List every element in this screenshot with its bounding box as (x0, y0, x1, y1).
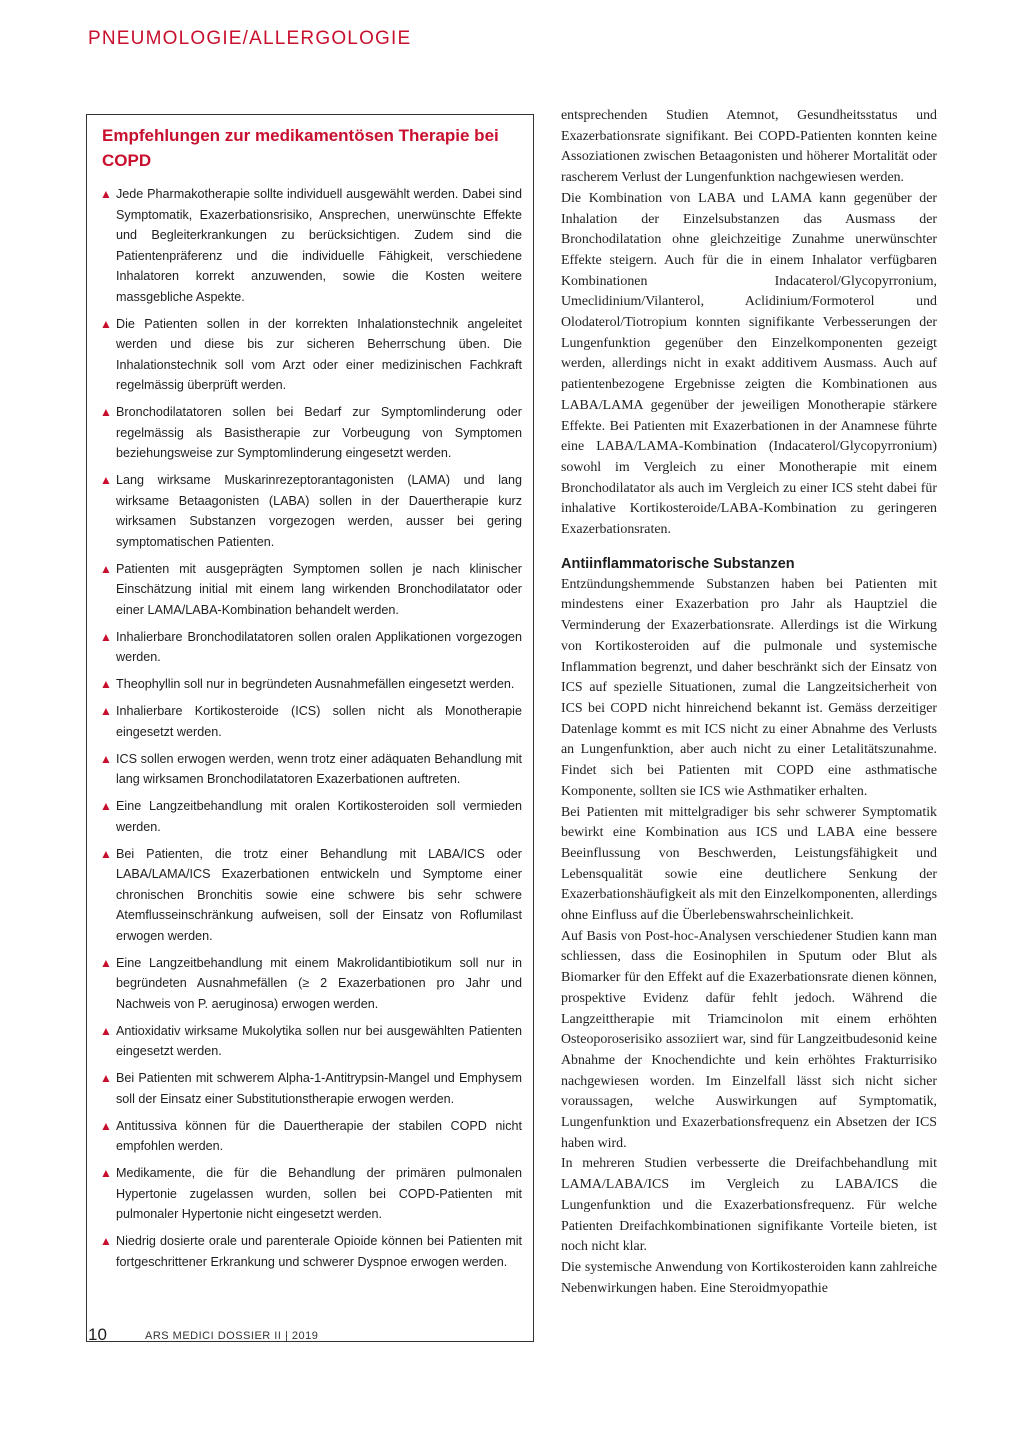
red-triangle-icon: ▲ (100, 955, 112, 970)
body-paragraph: Auf Basis von Post-hoc-Analysen verschiedener Studien kann man schliessen, dass die Eosinophilen in Sputum oder Blut als Biomarker für den Effekt auf die Exazerbationsrate dienen können, prospektive Evidenz dafür fehlt jedoch. Während die Langzeittherapie mit Triamcinolon mit einem erhöhten Osteoporoserisiko assoziiert war, sind für Langzeitbudesonid keine Abnahme der Knochendichte und kein erhöhtes Frakturrisiko nachgewiesen worden. Im Einzelfall lässt sich nicht sicher voraussagen, welche Auswirkungen auf Symptomatik, Lungenfunktion und Exazerbationsfrequenz ein Absetzen der ICS haben wird. (561, 928, 937, 1151)
red-triangle-icon: ▲ (100, 1023, 112, 1038)
recommendation-item (100, 1231, 522, 1272)
recommendation-text: ICS sollen erwogen werden, wenn trotz einer adäquaten Behandlung mit lang wirksamen Bronchodilatatoren Exazerbationen auftreten. (116, 751, 522, 786)
red-triangle-icon: ▲ (100, 473, 112, 487)
recommendation-text: Patienten mit ausgeprägten Symptomen sollen je nach klinischer Einschätzung initial mit einem lang wirkenden Bronchodilatator oder einer LAMA/LABA-Kombination behandelt werden. (116, 561, 522, 617)
red-triangle-icon: ▲ (100, 704, 112, 718)
section-header: PNEUMOLOGIE/ALLERGOLOGIE (88, 28, 412, 49)
body-paragraph: entsprechenden Studien Atemnot, Gesundheitsstatus und Exazerbationsrate signifikant. Bei COPD-Patienten konnten keine Assoziationen zwischen Betaagonisten und höherer Mortalität oder rascherem Verlust der Lungenfunktion nachgewiesen werden. (561, 108, 937, 186)
red-triangle-icon: ▲ (100, 1166, 112, 1180)
recommendation-text: Eine Langzeitbehandlung mit einem Makrolidantibiotikum soll nur in begründeten Ausnahmefällen (≥ 2 Exazerbationen pro Jahr und Nachweis von P. aeruginosa) erwogen werden. (116, 955, 522, 1011)
recommendation-item (100, 701, 522, 742)
recommendation-text: Bei Patienten mit schwerem Alpha-1-Antitrypsin-Mangel und Emphysem soll der Einsatz einer Substitutionstherapie erwogen werden. (116, 1071, 522, 1106)
recommendation-item (100, 314, 522, 396)
recommendation-item (100, 1163, 522, 1225)
red-triangle-icon: ▲ (100, 405, 112, 419)
red-triangle-icon: ▲ (100, 1071, 112, 1085)
recommendation-text: Antitussiva können für die Dauertherapie der stabilen COPD nicht empfohlen werden. (116, 1118, 522, 1153)
recommendations-box (86, 114, 534, 1342)
red-triangle-icon: ▲ (100, 1118, 112, 1133)
recommendation-text: Bronchodilatatoren sollen bei Bedarf zur Symptomlinderung oder regelmässig als Basistherapie zur Vorbeugung von Symptomen beziehungsweise zur Symptomlinderung eingesetzt werden. (116, 405, 522, 460)
body-paragraph: Die Kombination von LABA und LAMA kann gegenüber der Inhalation der Einzelsubstanzen das Ausmass der Bronchodilatation ohne gleichzeitige Zunahme unerwünschter Effekte steigern. Auch für die in einem Inhalator verfügbaren Kombinationen Indacaterol/Glycopyrronium, Umeclidinium/Vilanterol, Aclidinium/Formoterol und Olodaterol/Tiotropium konnten signifikante Verbesserungen der Lungenfunktion gegenüber den Einzelkomponenten gezeigt werden, allerdings nicht in exakt additivem Ausmass. Auch auf patientenbezogene Ergebnisse zeigten die Kombinationen aus LABA/LAMA gegenüber der jeweiligen Monotherapie stärkere Effekte. Bei Patienten mit Exazerbationen in der Anamnese führte eine LABA/LAMA-Kombination (Indacaterol/Glycopyrronium) sowohl im Vergleich zu einer Monotherapie mit einem Bronchodilatator als auch im Vergleich zu einer ICS steht dabei für inhalative Kortikosteroide/LABA-Kombination zu geringeren Exazerbationsraten. (561, 190, 937, 538)
box-title: Empfehlungen zur medikamentösen Therapie bei COPD (102, 126, 499, 170)
recommendation-item (100, 559, 522, 621)
body-paragraph: Bei Patienten mit mittelgradiger bis sehr schwerer Symptomatik bewirkt eine Kombination aus ICS und LABA eine bessere Beeinflussung von Beschwerden, Leistungsfähigkeit und Lebensqualität sowie eine deutlichere Senkung der Exazerbationshäufigkeit als mit den Einzelkomponenten, allerdings ohne Einfluss auf die Überlebenswahrscheinlichkeit. (561, 804, 937, 924)
recommendation-item (100, 1068, 522, 1109)
recommendation-item (100, 1116, 522, 1157)
body-paragraph: Entzündungshemmende Substanzen haben bei Patienten mit mindestens einer Exazerbation pro Jahr als Hauptziel die Verminderung der Exazerbationsrate. Allerdings ist die Wirkung von Kortikosteroiden auf die pulmonale und systemische Inflammation begrenzt, und daher beschränkt sich der Einsatz von ICS auf spezielle Situationen, zumal die Langzeitsicherheit von ICS bei COPD nicht hinreichend bekannt ist. Gemäss derzeitiger Datenlage kommt es mit ICS nicht zu einer Abnahme des Verlusts an Lungenfunktion, aber auch nicht zu einer Letalitätszunahme. Findet sich bei Patienten mit COPD eine asthmatische Komponente, sollten sie ICS wie Asthmatiker erhalten. (561, 576, 937, 799)
body-paragraph: Die systemische Anwendung von Kortikosteroiden kann zahlreiche Nebenwirkungen haben. Eine Steroidmyopathie (561, 1259, 937, 1296)
recommendation-item (100, 184, 522, 307)
recommendation-text: Die Patienten sollen in der korrekten Inhalationstechnik angeleitet werden und diese bis zur sicheren Beherrschung üben. Die Inhalationstechnik soll vom Arzt oder einer medizinischen Fachkraft regelmässig überprüft werden. (116, 316, 522, 392)
recommendation-text: Bei Patienten, die trotz einer Behandlung mit LABA/ICS oder LABA/LAMA/ICS Exazerbationen entwickeln und Symptome einer chronischen Bronchitis sowie eine schwere bis sehr schwere Atemflusseinschränkung aufweisen, soll der Einsatz von Roflumilast erwogen werden. (116, 846, 522, 943)
recommendation-text: Lang wirksame Muskarinrezeptorantagonisten (LAMA) und lang wirksame Betaagonisten (LABA) sollen in der Dauertherapie kurz wirksamen Substanzen vorgezogen werden, ausser bei gering symptomatischen Patienten. (116, 473, 522, 549)
red-triangle-icon: ▲ (100, 1234, 112, 1248)
recommendation-text: Jede Pharmakotherapie sollte individuell ausgewählt werden. Dabei sind Symptomatik, Exazerbationsrisiko, Ansprechen, unerwünschte Effekte und Begleiterkrankungen zu berücksichtigen. Zudem sind die Patientenpräferenz und die individuelle Fähigkeit, verschiedene Inhalatoren korrekt anzuwenden, sowie die Kosten weitere massgebliche Aspekte. (116, 187, 522, 304)
red-triangle-icon: ▲ (100, 677, 112, 691)
recommendation-item (100, 470, 522, 552)
recommendation-item (100, 402, 522, 464)
recommendation-list (100, 184, 522, 1279)
recommendation-text: Eine Langzeitbehandlung mit oralen Kortikosteroiden soll vermieden werden. (116, 799, 522, 834)
recommendation-item (100, 674, 522, 695)
body-paragraph: In mehreren Studien verbesserte die Dreifachbehandlung mit LAMA/LABA/ICS im Vergleich zu LABA/ICS die Lungenfunktion und die Exazerbationsfrequenz. Für welche Patienten Dreifachkombinationen signifikante Vorteile bieten, ist noch nicht klar. (561, 1156, 937, 1255)
red-triangle-icon: ▲ (100, 629, 112, 644)
recommendation-item (100, 1021, 522, 1062)
red-triangle-icon: ▲ (100, 799, 112, 813)
red-triangle-icon: ▲ (100, 316, 112, 331)
recommendation-item (100, 796, 522, 837)
page-number: 10 (88, 1325, 107, 1344)
red-triangle-icon: ▲ (100, 751, 112, 766)
journal-name: ARS MEDICI DOSSIER II | 2019 (145, 1330, 319, 1342)
recommendation-text: Antioxidativ wirksame Mukolytika sollen nur bei ausgewählten Patienten eingesetzt werden. (116, 1023, 522, 1058)
section-heading: Antiinflammatorische Substanzen (561, 555, 795, 572)
recommendation-text: Niedrig dosierte orale und parenterale Opioide können bei Patienten mit fortgeschrittener Erkrankung und schwerer Dyspnoe erwogen werden. (116, 1234, 522, 1269)
recommendation-text: Inhalierbare Bronchodilatatoren sollen oralen Applikationen vorgezogen werden. (116, 629, 522, 664)
recommendation-text: Theophyllin soll nur in begründeten Ausnahmefällen eingesetzt werden. (116, 677, 515, 691)
article-body (561, 106, 937, 1299)
recommendation-item (100, 627, 522, 668)
red-triangle-icon: ▲ (100, 187, 112, 201)
red-triangle-icon: ▲ (100, 561, 112, 576)
recommendation-item (100, 953, 522, 1015)
recommendation-item (100, 749, 522, 790)
recommendation-item (100, 844, 522, 947)
recommendation-text: Inhalierbare Kortikosteroide (ICS) sollen nicht als Monotherapie eingesetzt werden. (116, 704, 522, 739)
red-triangle-icon: ▲ (100, 846, 112, 861)
recommendation-text: Medikamente, die für die Behandlung der primären pulmonalen Hypertonie zugelassen wurden, sollen bei COPD-Patienten mit pulmonaler Hypertonie nicht eingesetzt werden. (116, 1166, 522, 1221)
